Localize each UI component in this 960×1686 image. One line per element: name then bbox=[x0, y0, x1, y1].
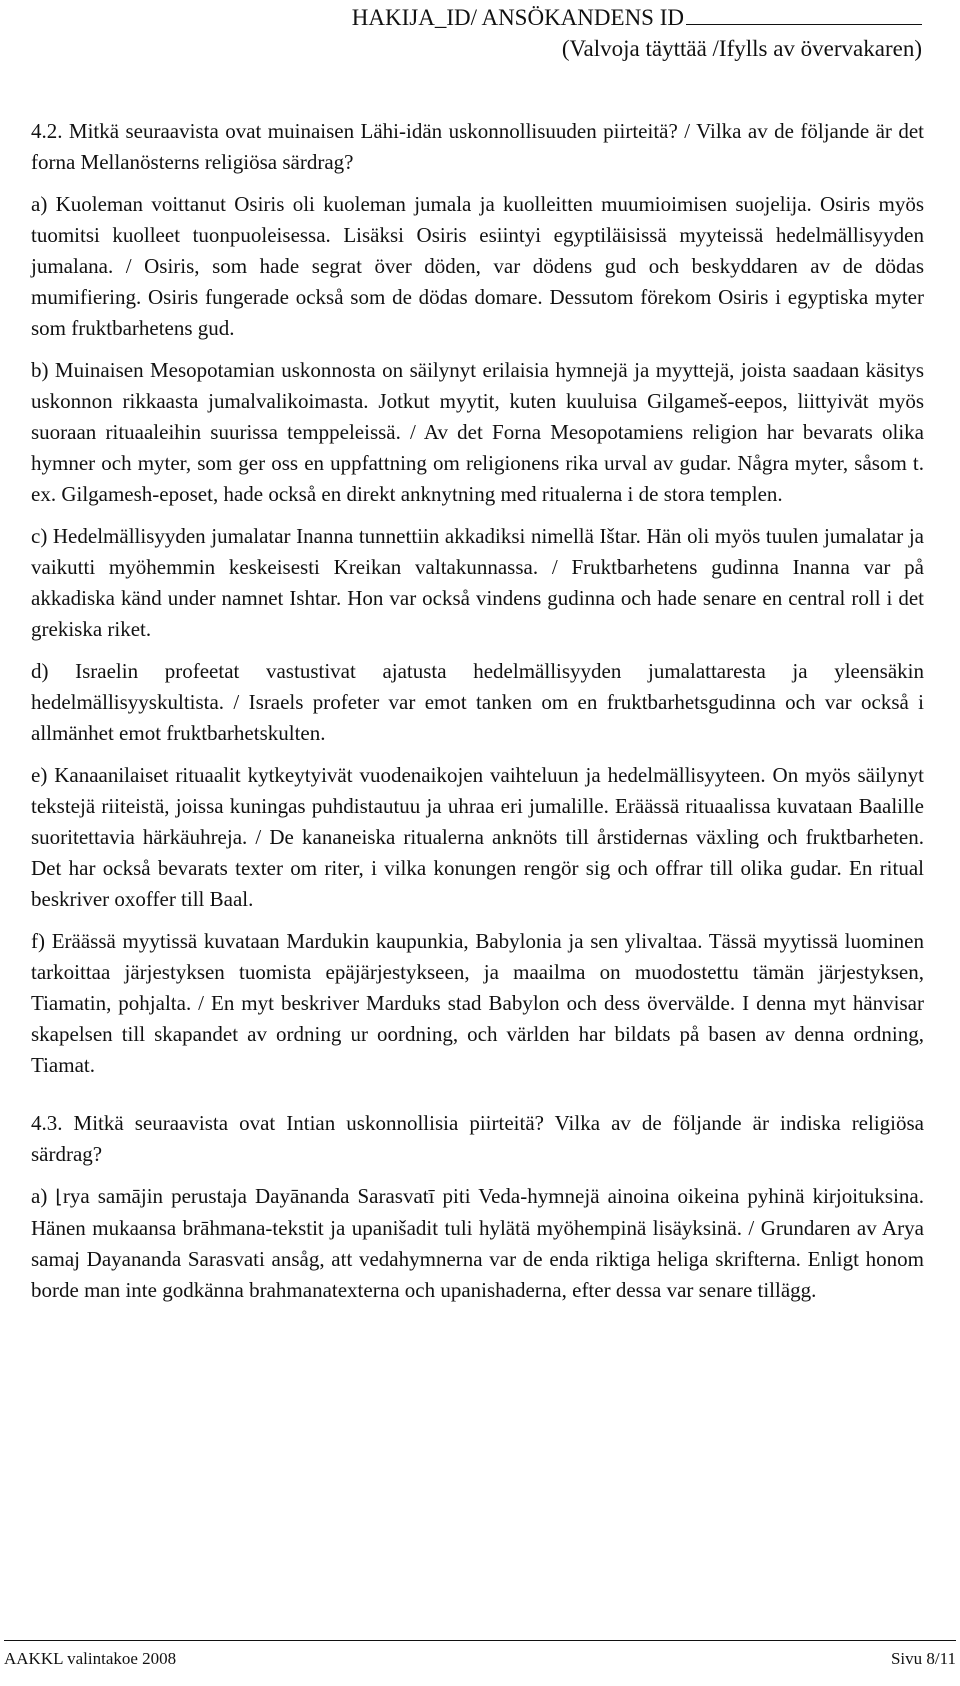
question-4-2-option-c: c) Hedelmällisyyden jumalatar Inanna tunnettiin akkadiksi nimellä Ištar. Hän oli myös tuulen jumalatar ja vaikutti myöhemmin keskeisesti Kreikan valtakunnassa. / Fruktbarhetens gudinna Inanna var på akkadiska känd under namnet Ishtar. Hon var också vindens gudinna och hade senare en central roll i det grekiska riket. bbox=[31, 524, 924, 641]
footer-page-number: Sivu 8/11 bbox=[890, 1649, 956, 1668]
question-4-2-option-b: b) Muinaisen Mesopotamian uskonnosta on säilynyt erilaisia hymnejä ja myyttejä, joista saadaan käsitys uskonnon rikkaasta jumalvalikoimasta. Jotkut myytit, kuten kuuluisa Gilgameš-eepos, liittyivät myös suoraan rituaaleihin suurissa temppeleissä. / Av det Forna Mesopotamiens religion har bevarats olika hymner och myter, som ger oss en uppfattning om religionens rika urval av gudar. Några myter, såsom t. ex. Gilgamesh-eposet, hade också en direkt anknytning med ritualerna i de stora templen. bbox=[31, 358, 924, 506]
question-4-3: 4.3. Mitkä seuraavista ovat Intian uskonnollisia piirteitä? Vilka av de följande är indiska religiösa särdrag? bbox=[31, 1111, 924, 1166]
question-4-3-option-a bbox=[31, 1181, 924, 1306]
applicant-id-line bbox=[352, 2, 922, 33]
question-4-2-option-e: e) Kanaanilaiset rituaalit kytkeytyivät vuodenaikojen vaihteluun ja hedelmällisyyteen. On myös säilynyt tekstejä riiteistä, joissa kuningas puhdistautuu ja uhraa eri jumalille. Eräässä rituaalissa kuvataan Baalille suoritettavia härkäuhreja. / De kananeiska ritualerna anknöts till årstidernas växling och fruktbarheten. Det har också bevarats texter om riter, i vilka konungen rengör sig och offrar till olika gudar. En ritual beskriver oxoffer till Baal. bbox=[31, 763, 924, 911]
exam-content bbox=[31, 116, 924, 1317]
unrendered-glyph: ⌊ bbox=[55, 1186, 63, 1208]
applicant-id-blank bbox=[686, 2, 922, 25]
question-4-2-option-f: f) Eräässä myytissä kuvataan Mardukin kaupunkia, Babylonia ja sen ylivaltaa. Tässä myytissä luominen tarkoittaa järjestyksen tuomista epäjärjestykseen, ja maailma on muodostettu tämän järjestyksen, Tiamatin, pohjalta. / En myt beskriver Marduks stad Babylon och dess övervälde. I denna myt hänvisar skapelsen till skapandet av ordning ur oordning, och världen har bildats på basen av denna ordning, Tiamat. bbox=[31, 929, 924, 1077]
applicant-id-label: HAKIJA_ID/ ANSÖKANDENS ID bbox=[351, 5, 684, 30]
footer-exam-name: AAKKL valintakoe 2008 bbox=[4, 1649, 177, 1668]
page-footer bbox=[4, 1640, 956, 1668]
option-a-text: rya samājin perustaja Dayānanda Sarasvatī piti Veda-hymnejä ainoina oikeina pyhinä kirjoituksina. Hänen mukaansa brāhmana-tekstit ja upanišadit tuli hylätä myöhempinä lisäyksinä. / Grundaren av Arya samaj Dayananda Sarasvati ansåg, att vedahymnerna var de enda riktiga heliga skrifterna. Enligt honom borde man inte godkänna brahmanatexterna och upanishaderna, efter dessa var senare tillägg. bbox=[31, 1184, 924, 1302]
question-4-2: 4.2. Mitkä seuraavista ovat muinaisen Lähi-idän uskonnollisuuden piirteitä? / Vilka av de följande är det forna Mellanösterns religiösa särdrag? bbox=[31, 119, 924, 174]
page-header bbox=[352, 2, 922, 64]
question-4-2-option-a: a) Kuoleman voittanut Osiris oli kuoleman jumala ja kuolleitten muumioimisen suojelija. Osiris myös tuomitsi kuolleet tuonpuoleisessa. Lisäksi Osiris esiintyi egyptiläisissä myyteissä hedelmällisyyden jumalana. / Osiris, som hade segrat över döden, var dödens gud och beskyddaren av de dödas mumifiering. Osiris fungerade också som de dödas domare. Dessutom förekom Osiris i egyptiska myter som fruktbarhetens gud. bbox=[31, 192, 924, 340]
question-4-2-option-d: d) Israelin profeetat vastustivat ajatusta hedelmällisyyden jumalattaresta ja yleensäkin hedelmällisyyskultista. / Israels profeter var emot tanken om en fruktbarhetsgudinna och var också i allmänhet emot fruktbarhetskulten. bbox=[31, 659, 924, 745]
supervisor-note: (Valvoja täyttää /Ifylls av övervakaren) bbox=[561, 36, 922, 61]
option-a-prefix: a) bbox=[31, 1184, 48, 1208]
